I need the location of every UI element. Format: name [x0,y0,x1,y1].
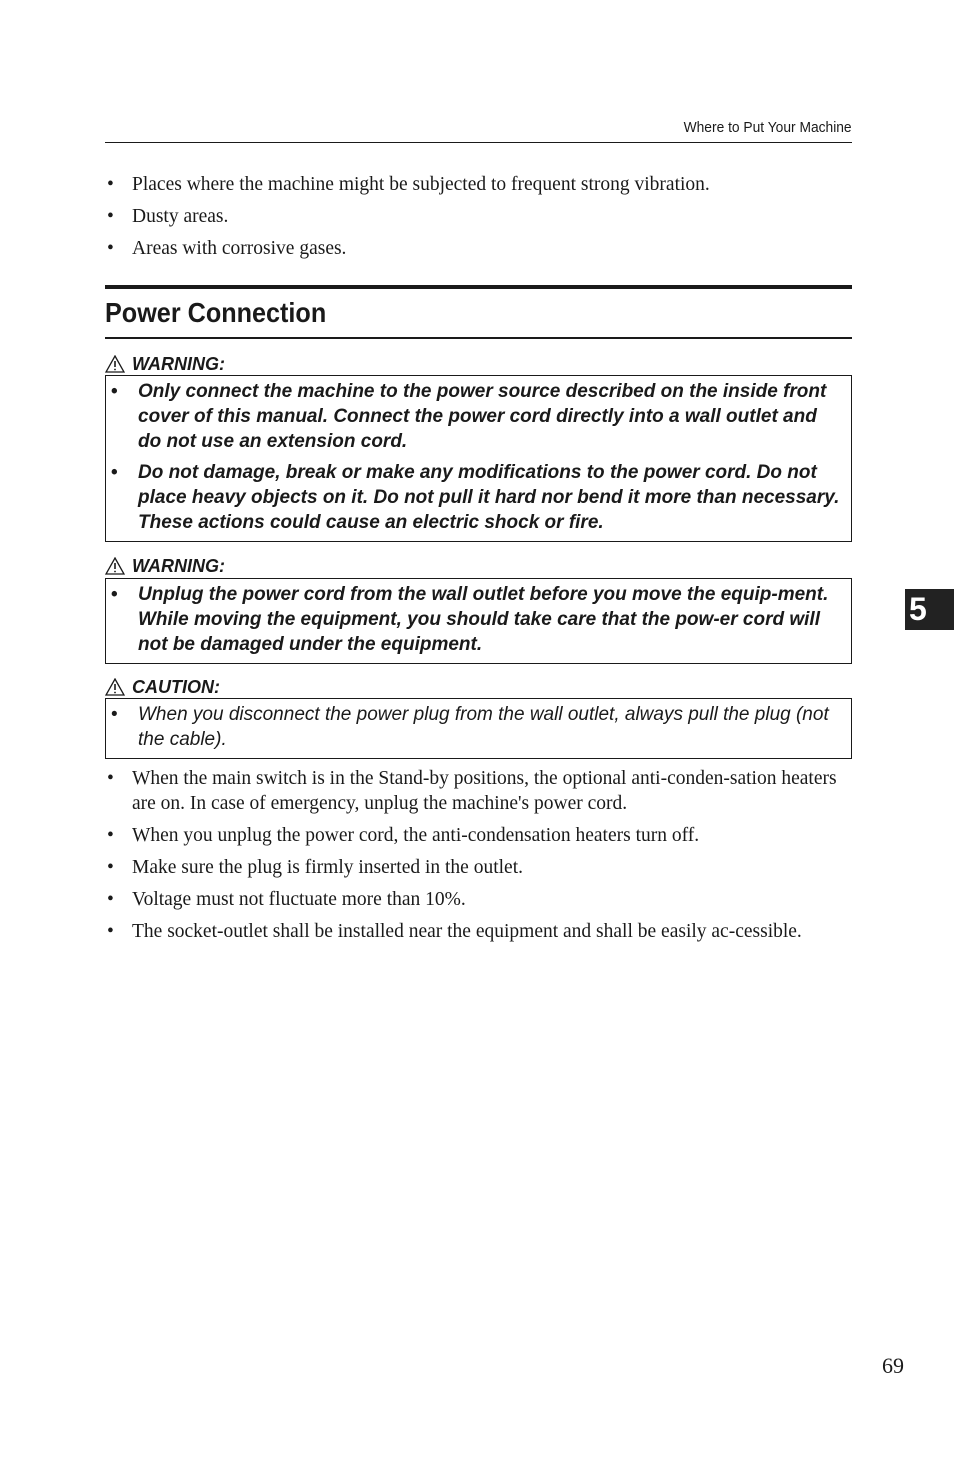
list-item: • Areas with corrosive gases. [107,238,347,259]
list-item: • The socket-outlet shall be installed near the equipment and shall be easily ac-cessible. [107,921,802,942]
list-item: • Unplug the power cord from the wall outlet before you move the equip-ment. While moving the equipment, you should take care that the pow-er cord will not be damaged under the equipment. [111,584,829,655]
list-item: • Dusty areas. [107,206,229,227]
list-item: • Make sure the plug is firmly inserted in the outlet. [107,857,523,878]
bullet-glyph: • [107,206,114,227]
bullet-glyph: • [111,462,118,483]
section-rule-bottom [105,337,852,339]
bottom-bullet-list [105,766,852,951]
warning-triangle-icon [105,678,125,696]
bullet-glyph: • [107,889,114,910]
bullet-glyph: • [107,174,114,195]
section-title: Power Connection [105,297,327,328]
header-rule [105,142,852,143]
warning-label: WARNING: [105,555,225,577]
warning-box [105,578,852,664]
list-item: • When the main switch is in the Stand-by positions, the optional anti-conden-sation heaters are on. In case of emergency, unplug the machine's power cord. [107,768,837,814]
section-rule-top [105,285,852,289]
warning-triangle-icon [105,355,125,373]
page-number: 69 [882,1353,904,1378]
top-bullet-list [105,172,852,268]
bullet-glyph: • [107,921,114,942]
list-item: • When you disconnect the power plug from the wall outlet, always pull the plug (not the cable). [111,704,829,750]
list-item: • When you unplug the power cord, the anti-condensation heaters turn off. [107,825,700,846]
bullet-glyph: • [111,381,118,402]
bullet-glyph: • [107,238,114,259]
running-header: Where to Put Your Machine [683,119,852,136]
bullet-glyph: • [111,704,118,725]
caution-label: CAUTION: [105,676,220,698]
warning-box [105,375,852,542]
warning-label: WARNING: [105,353,225,375]
list-item: • Only connect the machine to the power source described on the inside front cover of this manual. Connect the power cord directly into a wall outlet and do not use an extension cord. [111,381,827,452]
warning-triangle-icon [105,557,125,575]
list-item: • Places where the machine might be subjected to frequent strong vibration. [107,174,710,195]
list-item: • Voltage must not fluctuate more than 10%. [107,889,466,910]
bullet-glyph: • [107,768,114,789]
caution-box [105,698,852,759]
bullet-glyph: • [107,857,114,878]
bullet-glyph: • [111,584,118,605]
chapter-tab: 5 [905,589,954,630]
bullet-glyph: • [107,825,114,846]
list-item: • Do not damage, break or make any modifications to the power cord. Do not place heavy objects on it. Do not pull it hard nor bend it more than necessary. These actions could cause an electric shock or fire. [111,462,840,533]
